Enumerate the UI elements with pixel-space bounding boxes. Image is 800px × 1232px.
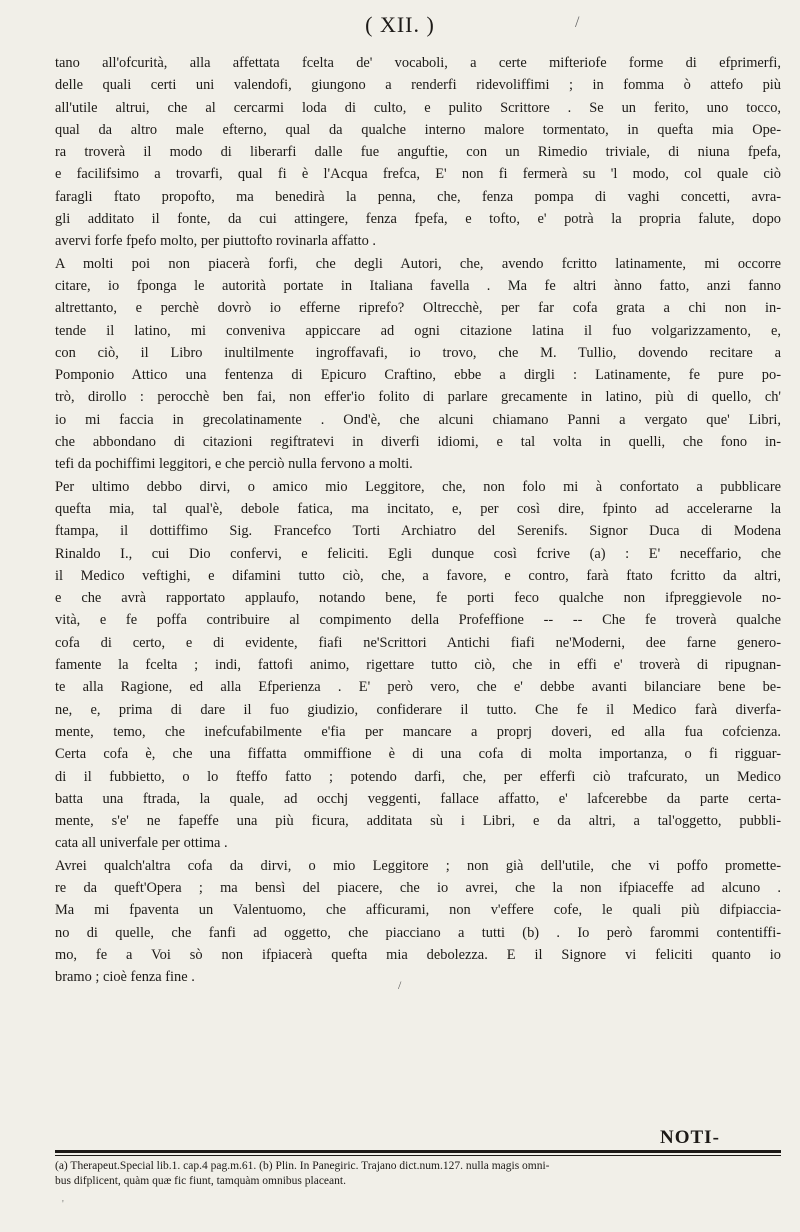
text-line: tefi da pochiffimi leggitori, e che perciò nulla fervono a molti. (55, 456, 413, 473)
text-line: Ma mi fpaventa un Valentuomo, che afficurami, non v'effere cofe, le quali più difpiaccia- (55, 902, 781, 919)
text-line: te alla Ragione, ed alla Efperienza . E' però vero, che e' debbe avanti bilanciare bene be- (55, 679, 781, 696)
text-line: mente, s'e' ne fapeffe una più ficura, additata sù i Libri, e da altri, a tal'oggetto, pubbli- (55, 813, 781, 830)
page-number: ( XII. ) (365, 12, 435, 37)
text-line: no di quelle, che fanfi ad oggetto, che piacciano a tutti (b) . Io però farommi contentiffi- (55, 924, 781, 941)
text-line: vità, e fe poffa contribuire al compimento della Profeffione -- -- Che fe troverà qualche (55, 612, 781, 629)
text-line: batta una ftrada, la quale, ad occhj veggenti, fallace affatto, e' lafcerebbe da parte certa- (55, 790, 781, 807)
stray-mark: / (575, 14, 580, 31)
catchword: NOTI- (660, 1127, 720, 1148)
text-line: avervi forfe fpefo molto, per piuttofto rovinarla affatto . (55, 233, 377, 250)
text-line: A molti poi non piacerà forfi, che degli Autori, che, avendo fcritto latinamente, mi occorre (55, 255, 781, 272)
footnote-line: (a) Therapeut.Special lib.1. cap.4 pag.m.61. (b) Plin. In Panegiric. Trajano dict.num.127. nulla magis omni- (55, 1160, 550, 1172)
text-line: qual da altro male efterno, qual da qualche interno malore tormentato, in quefta mia Ope- (55, 121, 781, 138)
text-line: Pomponio Attico una fentenza di Epicuro Craftino, ebbe a dirgli : Latinamente, fe pure po- (55, 367, 781, 384)
text-line: all'utile altrui, che al cercarmi loda di culto, e pulito Scrittore . Se un ferito, uno tocco, (55, 99, 781, 116)
text-line: mente, temo, che inefcufabilmente e'fia per mancare a proprj doveri, ed alla fua cofcienza. (55, 723, 781, 740)
text-line: io mi faccia in grecolatinamente . Ond'è, che alcuni chiamano Panni a vergato que' Libri, (55, 411, 781, 428)
text-line: cata all univerfale per ottima . (55, 835, 228, 852)
text-line: mo, fe a Voi sò non ifpiacerà quefta mia debolezza. E il Signore vi feliciti quanto io (55, 946, 781, 963)
text-line: e che avrà rapportato applaufo, notando bene, fe porti feco qualche non ifpreggievole no- (55, 590, 781, 607)
text-line: altrettanto, e perchè dovrò io efferne riprefo? Oltrecchè, per far cofa grata a chi non in- (55, 300, 781, 317)
body-text (55, 52, 781, 988)
text-line: citare, io fponga le autorità portate in Italiana favella . Ma fe altri ànno fatto, anzi fanno (55, 277, 781, 294)
text-line: faragli ftato propofto, ma benedirà la penna, che, fenza pompa di vaghi concetti, avra- (55, 188, 781, 205)
text-line: Certa cofa è, che una fiffatta ommiffione è di una cofa di molta importanza, o fi rigguar- (55, 746, 781, 763)
text-line: quefta mia, tal qual'è, debole fatica, ma incitato, e, per così dire, fpinto ad accelerarne la (55, 500, 781, 517)
text-line: bramo ; cioè fenza fine . (55, 969, 195, 986)
text-line: trò, dirollo : perocchè ben fai, non effer'io folito di parlare grecamente in latino, più di quello, ch' (55, 389, 781, 406)
text-line: Per ultimo debbo dirvi, o amico mio Leggitore, che, non folo mi à confortato a pubblicare (55, 478, 781, 495)
text-line: il Medico veftighi, e difamini tutto ciò, che, a favore, e contro, farà ftato fcritto da altri, (55, 567, 781, 584)
text-line: tende il latino, mi conveniva appiccare ad ogni citazione latina il fuo volgarizzamento, e, (55, 322, 781, 339)
text-line: ne, e, prima di dare il fuo giudizio, confiderare il tutto. Che fe il Medico farà diverfa- (55, 701, 781, 718)
text-line: e facilifsimo a trovarfi, qual fi è l'Acqua frefca, E' non fi fermerà su 'l modo, col quale ciò (55, 166, 781, 183)
text-line: cofa di certo, e di evidente, fiafi ne'Scrittori Antichi fiafi ne'Moderni, dee farne genero- (55, 634, 781, 651)
text-line: delle quali certi uni valendofi, giungono a renderfi ridevoliffimi ; in fomma ò attefo più (55, 77, 781, 94)
footnote-line: bus difplicent, quàm quæ fic fiunt, tamquàm omnibus placeant. (55, 1175, 346, 1187)
text-line: con ciò, il Libro inultilmente ingroffavafi, io trovo, che M. Tullio, dovendo recitare a (55, 344, 781, 361)
text-line: re da queft'Opera ; ma bensì del piacere, che io avrei, che la non ifpiaceffe ad alcuno . (55, 879, 781, 896)
text-line: famente la fcelta ; indi, fattofi animo, rigettare tutto ciò, che in effi e' troverà di ripugnan- (55, 657, 781, 674)
footnote-rule (55, 1150, 781, 1153)
text-line: Avrei qualch'altra cofa da dirvi, o mio Leggitore ; non già dell'utile, che vi poffo promette- (55, 857, 781, 874)
footnote-rule-thin (55, 1155, 781, 1156)
text-line: ftampa, il dottiffimo Sig. Francefco Torti Archiatro del Serenifs. Signor Duca di Modena (55, 523, 781, 540)
footnotes (55, 1159, 781, 1189)
text-line: tano all'ofcurità, alla affettata fcelta de' vocaboli, a certe mifteriofe forme di efprimerfi, (55, 55, 781, 71)
text-line: di il fubbietto, o lo fteffo fatto ; potendo darfi, che, per efferfi ciò trafcurato, un Medico (55, 768, 781, 785)
text-line: ra troverà il modo di liberarfi dalle fue anguftie, con un Rimedio triviale, di niuna fpefa, (55, 144, 781, 161)
text-line: Rinaldo I., cui Dio confervi, e feliciti. Egli dunque così fcrive (a) : E' neceffario, che (55, 545, 781, 562)
text-line: gli additato il fonte, da cui attingere, fenza fpefa, e tofto, e' potrà la propria falute, dopo (55, 211, 781, 228)
text-line: che abbondano di citazioni regiftratevi in diverfi idiomi, e tal volta in quelli, che fono in- (55, 434, 781, 451)
stray-ink-mark: / (398, 978, 402, 992)
stray-ink-mark-bottom: ' (62, 1199, 64, 1210)
